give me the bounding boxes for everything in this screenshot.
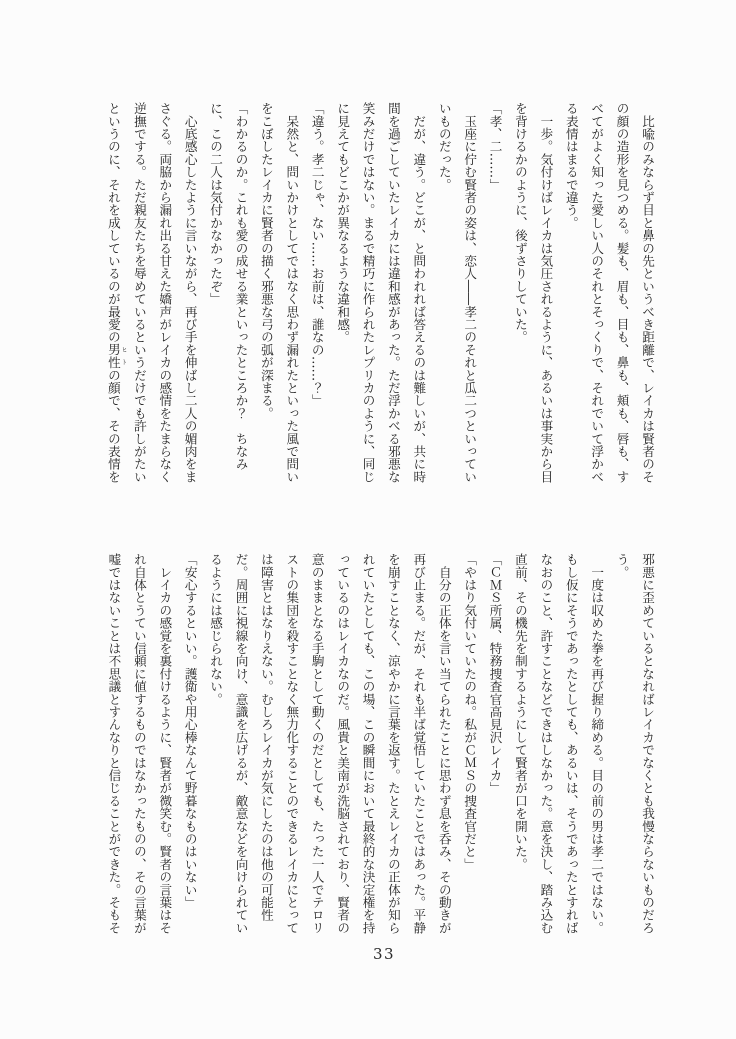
top-text-block-line-3: べてがよく知った愛しい人のそれとそっくりで、それでいて浮かべ — [589, 102, 605, 483]
top-text-block-line-16: をこぼしたレイカに賢者の描く邪悪な弓の弧が深まる。 — [258, 102, 274, 420]
top-text-block-line-7: 「孝、二……」 — [487, 102, 503, 191]
top-text-block-line-4: る表情はまるで違う。 — [563, 102, 579, 229]
bottom-text-block-line-17: だ。周囲に視線を向け、意識を広げるが、敵意などを向けられてい — [233, 553, 249, 934]
bottom-text-block-line-18: るようには感じられない。 — [208, 553, 224, 706]
bottom-text-block-line-8: 「やはり気付いていたのね。私がＣＭＳの捜査官だと」 — [462, 553, 478, 871]
top-text-block-line-20: さぐる。両脇から漏れ出る甘えた嬌声がレイカの感情をたまらなく — [157, 102, 173, 483]
bottom-text-block-line-9: 自分の正体を言い当てられたことに思わず息を呑み、その動きが — [436, 553, 452, 934]
top-text-block — [100, 102, 660, 482]
bottom-text-block — [100, 553, 660, 933]
bottom-text-block-line-10: 再び止まる。だが、それも半ば覚悟していたことではあった。平静 — [411, 553, 427, 934]
top-text-block-line-2: の顔の造形を見つめる。髪も、眉も、目も、鼻も、頬も、唇も、す — [614, 102, 630, 483]
top-text-block-line-22: というのに、それを成しているのが最愛の男性 ヒトの顔で、その表情を — [105, 102, 127, 484]
top-text-block-line-8: 玉座に佇む賢者の姿は、恋人――孝二のそれと瓜二つといってい — [462, 102, 478, 483]
top-text-block-line-6: を背けるかのように、後ずさりしていた。 — [512, 102, 528, 344]
bottom-text-block-line-2: う。 — [614, 553, 630, 579]
top-text-block-line-5: 一歩。気付けばレイカは気圧されるように、あるいは事実から目 — [538, 102, 554, 483]
top-text-block-line-17: 「わかるのか。これも愛の成せる業といったところか？ ちなみ — [233, 102, 249, 471]
bottom-text-block-line-14: 意のままとなる手駒として動くのだとしても、たった一人でテロリ — [309, 553, 325, 934]
bottom-text-block-line-3: 一度は収めた拳を再び握り締める。目の前の男は孝二ではない。 — [589, 553, 605, 934]
page-number: 33 — [373, 945, 396, 963]
bottom-text-block-line-6: 直前、その機先を制するようにして賢者が口を開いた。 — [512, 553, 528, 871]
bottom-text-block-line-20: レイカの感覚を裏付けるように、賢者が微笑む。賢者の言葉はそ — [157, 553, 173, 934]
bottom-text-block-line-5: なおのこと、許すことなどできはしなかった。意を決し、踏み込む — [538, 553, 554, 934]
top-text-block-line-10: だが、違う。どこが、と問われれば答えるのは難しいが、共に時 — [411, 102, 427, 483]
top-text-block-line-15: 呆然と、問いかけとしてではなく思わず漏れたといった風で問い — [284, 102, 300, 483]
bottom-text-block-line-7: 「ＣＭＳ所属、特務捜査官高見沢レイカ」 — [487, 553, 503, 795]
bottom-text-block-line-13: っているのはレイカなのだ。風貴と美南が洗脳されており、賢者の — [335, 553, 351, 934]
bottom-text-block-line-1: 邪悪に歪めているとなればレイカでなくとも我慢ならないものだろ — [640, 553, 655, 934]
bottom-text-block-line-16: は障害とはなりえない。むしろレイカが気にしたのは他の可能性 — [258, 553, 274, 922]
top-text-block-line-14: 「違う。孝二じゃ、ない……お前は、誰なの……？」 — [309, 102, 325, 407]
bottom-text-block-line-22: 嘘ではないことは不思議とすんなりと信じることができた。そもそ — [106, 553, 122, 934]
bottom-text-block-line-11: を崩すことなく、涼やかに言葉を返す。たとえレイカの正体が知ら — [385, 553, 401, 934]
top-text-block-line-12: 笑みだけではない。まるで精巧に作られたレプリカのように、同じ — [360, 102, 376, 483]
top-text-block-line-18: に、この二人は気付かなかったぞ」 — [208, 102, 224, 306]
bottom-text-block-line-12: れていたとしても、この場、この瞬間において最終的な決定権を持 — [360, 553, 376, 934]
top-text-block-line-11: 間を過ごしていたレイカには違和感があった。ただ浮かべる邪悪な — [385, 102, 401, 483]
bottom-text-block-line-4: もし仮にそうであったとしても、あるいは、そうであったとすれば — [563, 553, 579, 934]
bottom-text-block-line-15: ストの集団を殺すことなく無力化することのできるレイカにとって — [284, 553, 300, 934]
bottom-text-block-line-19: 「安心するといい。護衛や用心棒なんて野暮なものはいない」 — [182, 553, 198, 909]
bottom-text-block-line-21: れ自体とうてい信頼に値するものではなかったものの、その言葉が — [131, 553, 147, 934]
top-text-block-line-1: 比喩のみならず目と鼻の先というべき距離で、レイカは賢者のそ — [640, 102, 655, 483]
top-text-block-line-9: いものだった。 — [436, 102, 452, 191]
top-text-block-line-13: に見えてもどこかが異なるような違和感。 — [335, 102, 351, 344]
top-text-block-line-21: 逆撫でする。ただ親友たちを辱めているというだけでも許しがたい — [131, 102, 147, 483]
top-text-block-line-19: 心底感心したように言いながら、再び手を伸ばし二人の媚肉をま — [182, 102, 198, 483]
